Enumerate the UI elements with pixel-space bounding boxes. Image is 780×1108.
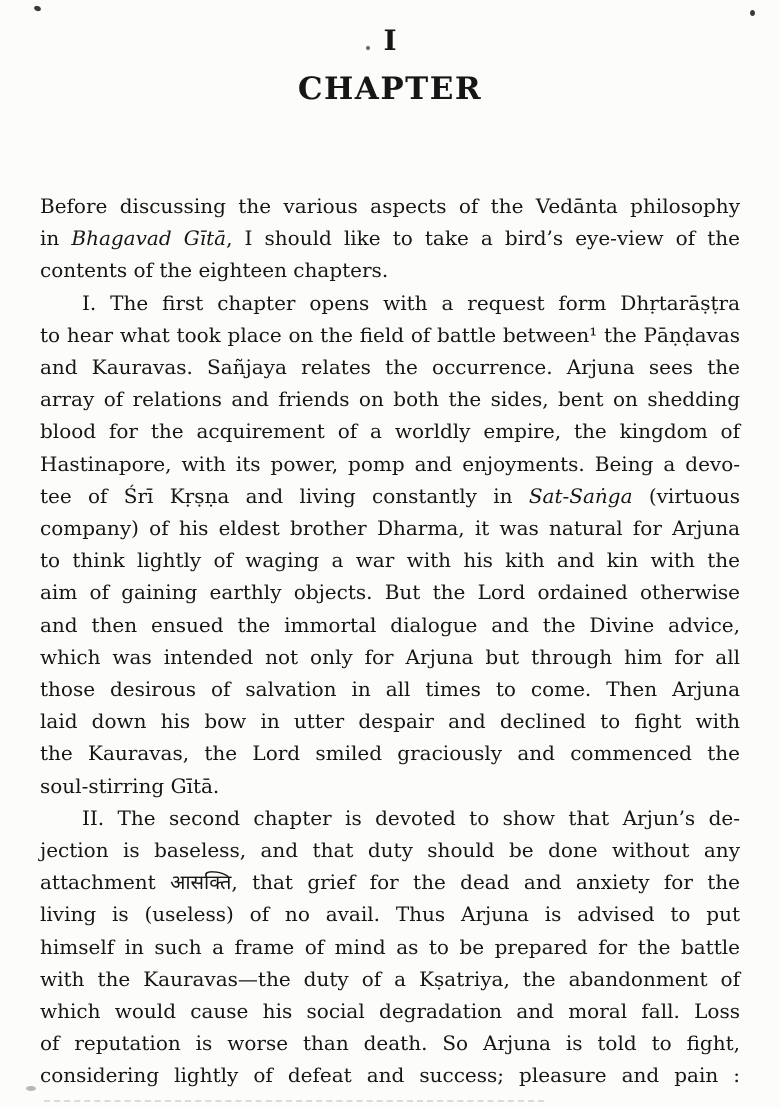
devanagari-text: आसक्ति (170, 870, 232, 895)
body-text (40, 190, 740, 1092)
text-segment: living is (useless) of no avail. Thus Arjuna is advised to put (40, 902, 740, 927)
text-segment: which would cause his social degradation and moral fall. Loss (40, 999, 740, 1024)
text-segment: with the Kauravas—the duty of a Kṣatriya, the abandonment of (40, 966, 740, 991)
text-line (40, 931, 740, 963)
text-line (40, 480, 740, 512)
text-segment: and Kauravas. Sañjaya relates the occurrence. Arjuna sees the (40, 355, 740, 380)
text-segment: considering lightly of defeat and success; pleasure and pain : (40, 1063, 740, 1088)
text-segment: Hastinapore, with its power, pomp and enjoyments. Being a devo- (40, 451, 740, 476)
text-line (40, 705, 740, 737)
text-segment: , I should like to take a bird’s eye-view of the (226, 226, 740, 251)
text-segment: soul-stirring Gītā. (40, 773, 220, 798)
text-line (40, 641, 740, 673)
text-segment: to think lightly of waging a war with his kith and kin with the (40, 548, 740, 573)
text-segment: array of relations and friends on both the sides, bent on shedding (40, 387, 740, 412)
text-line (40, 383, 740, 415)
text-line (40, 609, 740, 641)
text-line (40, 1027, 740, 1059)
chapter-number: I (383, 24, 397, 57)
text-line (40, 866, 740, 898)
text-segment: II. The second chapter is devoted to show that Arjun’s de- (82, 805, 740, 830)
text-segment: blood for the acquirement of a worldly empire, the kingdom of (40, 419, 740, 444)
text-line (40, 1059, 740, 1091)
text-line (40, 287, 740, 319)
text-line (40, 737, 740, 769)
text-line (40, 673, 740, 705)
italic-text: Bhagavad Gītā (71, 226, 227, 251)
text-line (40, 770, 740, 802)
text-segment: contents of the eighteen chapters. (40, 258, 389, 283)
scan-speck (366, 46, 370, 50)
text-segment: jection is baseless, and that duty should be done without any (40, 838, 740, 863)
text-line (40, 512, 740, 544)
text-segment: tee of Śrī Kṛṣṇa and living constantly in (40, 483, 529, 508)
text-line (40, 415, 740, 447)
text-segment: which was intended not only for Arjuna but through him for all (40, 644, 740, 669)
text-segment: attachment (40, 870, 171, 895)
text-line (40, 190, 740, 222)
text-segment: to hear what took place on the field of battle between¹ the Pāṇḍavas (40, 322, 740, 347)
text-segment: , that grief for the dead and anxiety for the (231, 870, 740, 895)
text-line (40, 834, 740, 866)
text-line (40, 898, 740, 930)
text-segment: the Kauravas, the Lord smiled graciously and commenced the (40, 741, 740, 766)
text-line (40, 963, 740, 995)
text-line (40, 448, 740, 480)
text-line (40, 544, 740, 576)
text-segment: laid down his bow in utter despair and declined to fight with (40, 709, 740, 734)
text-line (40, 254, 740, 286)
scan-speck (750, 10, 755, 16)
text-segment: aim of gaining earthly objects. But the Lord ordained otherwise (40, 580, 740, 605)
text-line (40, 222, 740, 254)
text-line (40, 351, 740, 383)
scan-smudge (26, 1086, 36, 1091)
text-line (40, 576, 740, 608)
text-line (40, 995, 740, 1027)
text-segment: himself in such a frame of mind as to be prepared for the battle (40, 934, 740, 959)
text-line (40, 319, 740, 351)
text-segment: Before discussing the various aspects of the Vedānta philosophy (40, 194, 740, 218)
text-line (40, 802, 740, 834)
text-segment: those desirous of salvation in all times to come. Then Arjuna (40, 677, 740, 702)
text-segment: of reputation is worse than death. So Arjuna is told to fight, (40, 1031, 740, 1056)
italic-text: Sat-Saṅga (528, 483, 633, 508)
text-segment: company) of his eldest brother Dharma, it was natural for Arjuna (40, 516, 740, 541)
page-bottom-edge (44, 1100, 544, 1102)
text-segment: I. The first chapter opens with a request form Dhṛtarāṣṭra (82, 290, 740, 315)
text-segment: and then ensued the immortal dialogue and the Divine advice, (40, 612, 740, 637)
chapter-heading (0, 0, 780, 107)
text-segment: in (40, 226, 72, 251)
chapter-title: CHAPTER (297, 70, 483, 107)
text-segment: (virtuous (632, 483, 740, 508)
